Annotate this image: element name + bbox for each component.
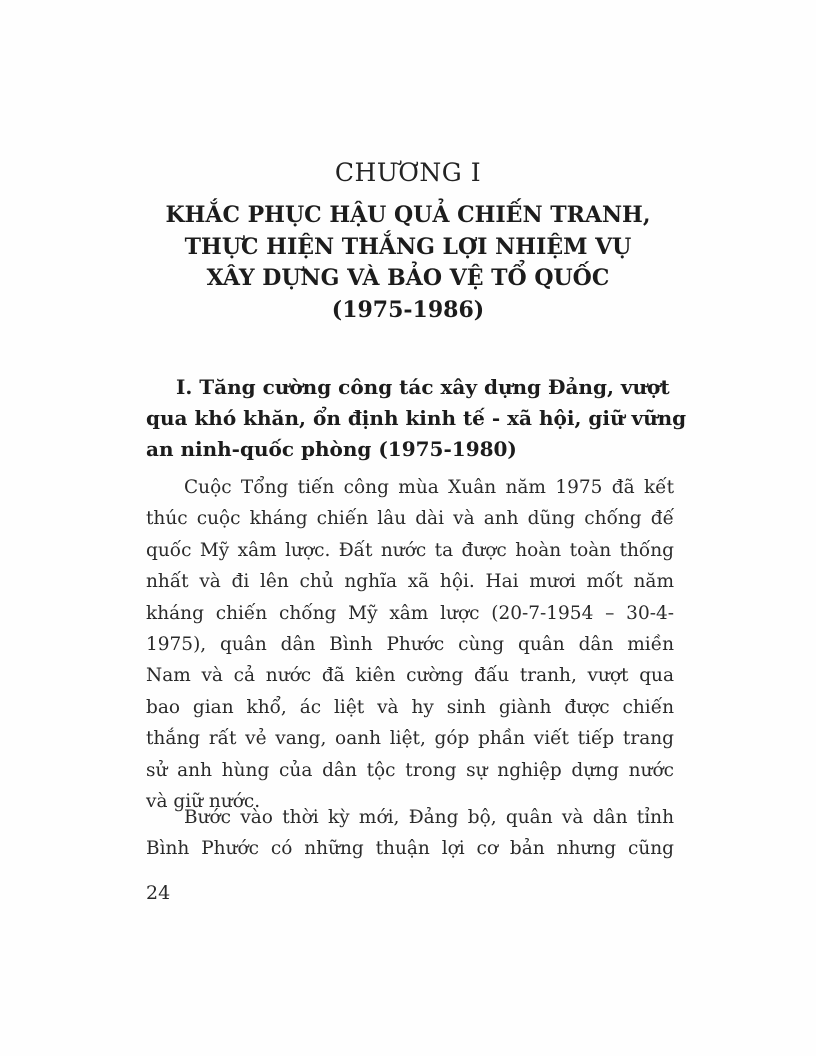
- text-line: nhất và đi lên chủ nghĩa xã hội. Hai mươi mốt năm: [146, 571, 674, 593]
- text-line: 1975), quân dân Bình Phước cùng quân dân miền: [146, 633, 674, 655]
- text-line: bao gian khổ, ác liệt và hy sinh giành được chiến: [146, 696, 674, 718]
- text-line: thúc cuộc kháng chiến lâu dài và anh dũng chống đế: [146, 508, 674, 530]
- text-line: Cuộc Tổng tiến công mùa Xuân năm 1975 đã kết: [184, 477, 674, 498]
- text-line: sử anh hùng của dân tộc trong sự nghiệp dựng nước: [146, 759, 674, 781]
- chapter-title-line: XÂY DỰNG VÀ BẢO VỆ TỔ QUỐC: [206, 265, 610, 291]
- body-paragraph: [146, 472, 674, 817]
- page-number: 24: [146, 882, 171, 904]
- text-line: Nam và cả nước đã kiên cường đấu tranh, vượt qua: [146, 665, 674, 687]
- chapter-years: (1975-1986): [331, 296, 485, 323]
- section-heading-line: an ninh-quốc phòng (1975-1980): [146, 437, 517, 461]
- chapter-title-line: KHẮC PHỤC HẬU QUẢ CHIẾN TRANH,: [165, 202, 651, 228]
- chapter-label: CHƯƠNG I: [334, 158, 482, 187]
- text-line: kháng chiến chống Mỹ xâm lược (20-7-1954 – 30-4-: [146, 602, 674, 624]
- section-heading-line: qua khó khăn, ổn định kinh tế - xã hội, giữ vững: [146, 406, 687, 430]
- text-line: Bước vào thời kỳ mới, Đảng bộ, quân và dân tỉnh: [184, 807, 674, 828]
- body-paragraph: [146, 802, 674, 865]
- chapter-title-line: THỰC HIỆN THẮNG LỢI NHIỆM VỤ: [184, 233, 632, 260]
- text-line: quốc Mỹ xâm lược. Đất nước ta được hoàn toàn thống: [146, 539, 674, 561]
- text-line: thắng rất vẻ vang, oanh liệt, góp phần viết tiếp trang: [146, 728, 674, 750]
- chapter-title: [120, 200, 696, 326]
- text-line: và giữ nước.: [146, 790, 261, 812]
- section-heading: [146, 372, 686, 465]
- section-heading-line: I. Tăng cường công tác xây dựng Đảng, vượt: [176, 375, 670, 399]
- text-line: Bình Phước có những thuận lợi cơ bản nhưng cũng: [146, 838, 674, 860]
